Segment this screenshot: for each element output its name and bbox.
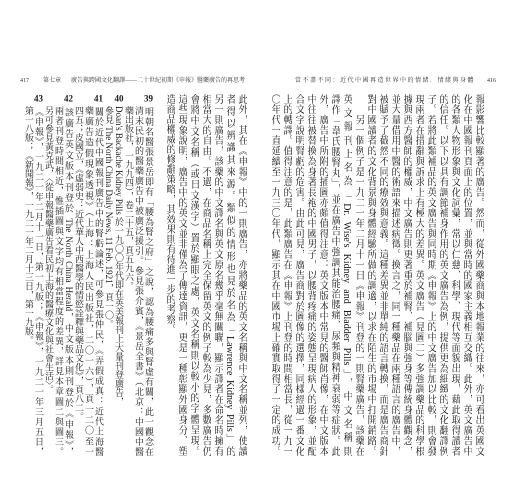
footnote-column: 四五；皮國立，《虛弱史：近代華人中西醫學的情慾詮釋與藥品文化》，頁八二。 <box>74 106 84 421</box>
footnote-column <box>34 94 44 456</box>
text-column: 這些現象說明，廣告中的英文並非僅為了傳達資訊，更是一種彰顯外國身分、塑 <box>176 94 187 456</box>
text-column: 並大量借用中醫的術語來描述病徵。換言之，同一種藥品在兩種語言的廣告中， <box>389 94 400 456</box>
text-column: 外，廣告中所附的插圖亦頗值得注意：英文版本中常見的醫師肖像，在中文版本 <box>317 94 328 456</box>
left-page-body <box>163 94 247 456</box>
running-title: 當不盡不同：近代中國再造世界中的情緒．情緒與身體 <box>294 78 475 84</box>
footnote-column: 藥出版社，一九九四），卷二十五，頁五九六。 <box>124 106 134 291</box>
text-column: 另一個例子是一九二一年二月十一日《申報》刊登的一則腎藥廣告，該藥在 <box>353 94 364 456</box>
page-number: 417 <box>20 78 29 84</box>
text-column: 合文字說明腎虧的危害。由此可見，廣告商對於圖像的選擇，同樣經過一番文化 <box>293 94 304 456</box>
footnote-column <box>144 94 154 456</box>
footnote-number: 39 <box>144 94 153 103</box>
right-page-header <box>295 77 496 85</box>
footnote-column <box>114 94 124 456</box>
footnote-column: 另可參見黃克武，〈從申報醫藥廣告看民初上海的醫療文化與社會生活〉。 <box>44 106 54 394</box>
text-column: 的信任。以下以具有調節補身作用的英文廣告為例，提供更為細緻的文化翻譯例 <box>437 94 448 456</box>
text-column: 子。若將此類補品的英文廣告與同時期《申報》上的中文廣告加以比較，則會發 <box>425 94 436 456</box>
footnote-number: 40 <box>114 94 124 103</box>
left-page-header <box>20 77 245 85</box>
running-title: 廣告與跨國文化翻譯——二十世紀初期《申報》醫藥廣告的再思考 <box>71 78 246 84</box>
text-column: 報影響比較顯著的廣告。然而，從外國藥商與本地報業的往來，亦可看出英國文 <box>473 94 484 456</box>
footnote-text: 明朝名醫張景岳即有「腰為腎之府」之說，認為腰痛多與腎虛有關，此一觀念在 <box>144 107 154 456</box>
footnote-text: 該廣告英文版本刊登於 The North China Herald，中文版本則刊登於《申報》， <box>64 107 74 456</box>
text-column: 被賦予了截然不同的療效與意義。這種差異並非單純的語言轉換，而是廣告商針 <box>377 94 388 456</box>
text-column: 對中國讀者的文化背景與身體經驗所做的調適，以求在陌生的市場中打開銷路。 <box>365 94 376 456</box>
text-column: 另一則廣告，該藥的中文譯名與英文原名幾乎毫無關聯，顯示譯者在命名時擁有 <box>212 94 223 456</box>
text-column: 上的轉譯。值得注意的是，此類廣告在《申報》上刊登的時間相當長，從一九一 <box>281 94 292 456</box>
footnote-number: 43 <box>34 94 43 103</box>
text-column: 〇年代一直延續至一九三〇年代，顯示其在中國市場上確實取得了一定的成功。 <box>269 94 280 456</box>
footnote-column: 兩者刊登時間相近，惟插圖與文字均有相當程度的差異，詳見本章圖二與圖三。 <box>54 106 64 456</box>
page-number: 416 <box>487 78 496 84</box>
footnotes <box>24 94 154 456</box>
footnote-column: 參見 The North China Daily News, 11 Feb. 1921，頁一〇。 <box>104 106 114 329</box>
footnote-text: Doan's Backache Kidney Pills 於一九〇〇年代即在英美報刊上大量刊登廣告， <box>114 106 124 407</box>
text-column: 英文報刊上名為「Dr. Wise's Kidney and Bladder Pills」，中文名稱則 <box>341 94 352 456</box>
chapter-label: 第七章 <box>43 78 62 84</box>
footnote-column: 清末民初的醫藥廣告中被廣泛援引。參見張介賓，《景岳全書》（北京：中國中醫 <box>134 106 144 456</box>
footnote-text: 《申報》，一九二一年二月十一日，第一九版；《申報》，一九二一年三月五日， <box>34 106 44 456</box>
footnote-text: 關於近代中國報刊廣告中的腎虧論述，可參見張仲民，《弄假成真：近代上海醫 <box>94 107 104 456</box>
footnote-number: 41 <box>94 94 103 103</box>
text-column: 現兩者在措辭與訴求上有極大的差異。英文廣告（見圖二）多強調藥品的科學根 <box>413 94 424 456</box>
footnote-column <box>64 94 74 456</box>
text-column: 相當大的自由。不過，在商品名稱上完全保留英文的例子較為少見，多數廣告仍 <box>200 94 211 456</box>
footnote-column <box>94 94 104 456</box>
right-page-body <box>268 94 484 456</box>
text-column: 化在中國報刊頁面上的位置，並與當時的國家主義相互交織。此外，英文廣告中 <box>461 94 472 456</box>
text-column: 據與西方醫師的權威，中文廣告則更著重於補腎、補腦與強身等傳統身體觀念， <box>401 94 412 456</box>
text-column: 此外，其在《申報》中的一則廣告，亦將藥品的英文名稱與中文名稱並列，使讀 <box>236 94 247 456</box>
text-column: 會將中文名稱（或日文漢字）置於顯眼之處，英文名稱則以較小的字體呈現。 <box>188 94 199 456</box>
footnote-column: 第一八版；《新聞報》，一九二一年二月十三日，第一九版。 <box>24 106 34 345</box>
footnote-number: 42 <box>64 94 73 103</box>
footnote-column: 藥廣告造假現象透視》（上海：上海人民出版社，二〇一六），頁一二〇至一 <box>84 106 94 456</box>
text-column: 者得以辨識其來源。類似的情形也見於名為「Lawrence Kidney Pills」的 <box>224 94 235 456</box>
text-column: 造商品權威的修辭策略，其效果則有待進一步的考察。 <box>164 94 175 334</box>
text-column: 的各類人物形象與文化詞彙，常以仁慈、科學、現代等面貌出現，藉此取得讀者 <box>449 94 460 456</box>
text-column: 譯作「韋氏腰腎丸」，並在廣告中強調其能治腰痛、尿頻與精神衰弱等症狀。此 <box>329 94 340 456</box>
text-column: 中往往被替換為身著長袍的中國男子，以腰背疼痛的姿態呈現病人的形象，並配 <box>305 94 316 456</box>
